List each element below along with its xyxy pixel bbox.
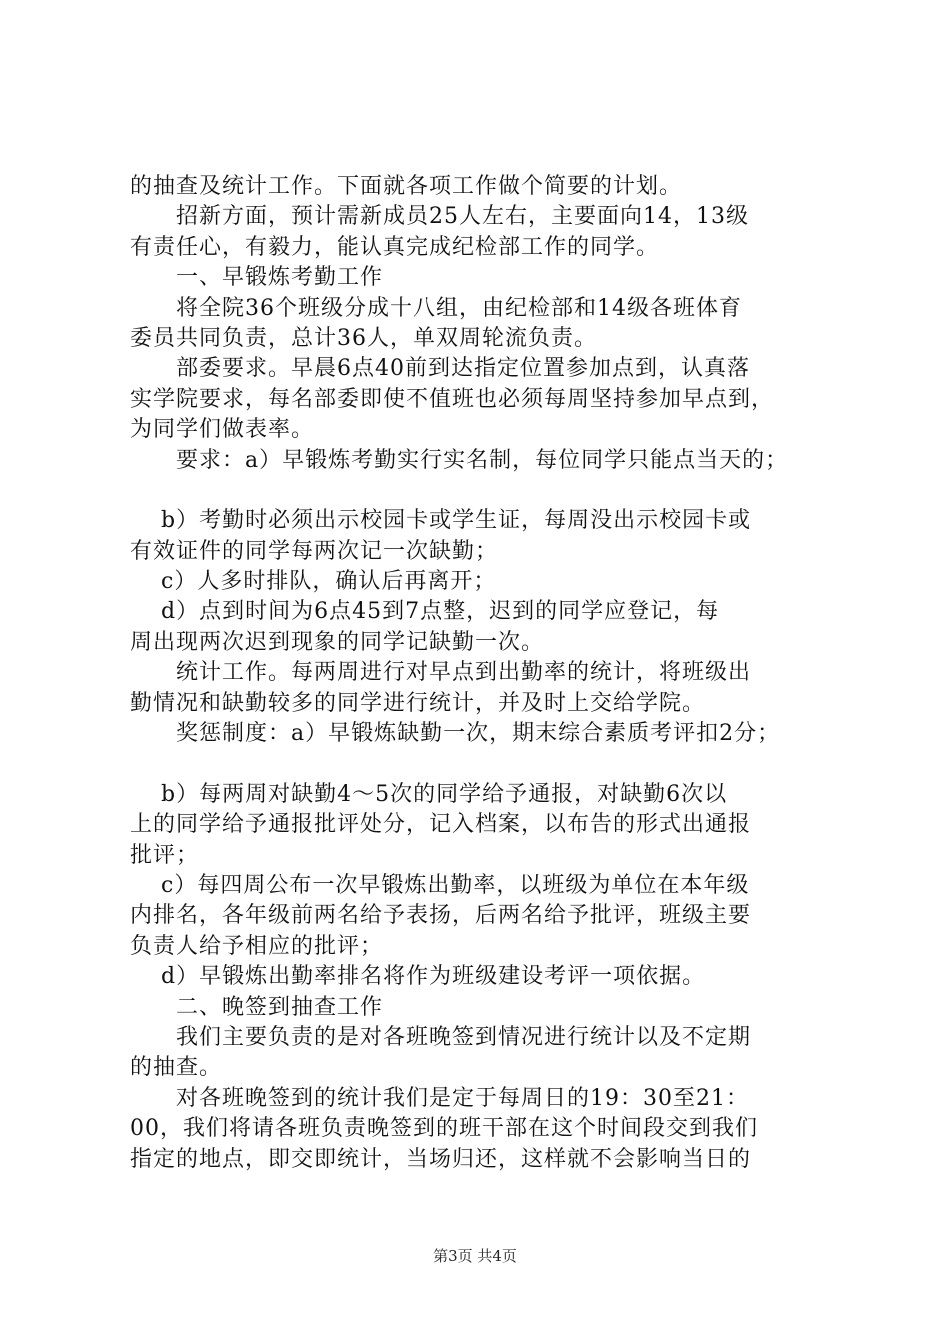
text-line: 负责人给予相应的批评； bbox=[130, 933, 384, 959]
text-line: 上的同学给予通报批评处分，记入档案，以布告的形式出通报 bbox=[130, 812, 752, 838]
text-line: 指定的地点，即交即统计，当场归还，这样就不会影响当日的 bbox=[130, 1146, 752, 1172]
text-line: 委员共同负责，总计36人，单双周轮流负责。 bbox=[130, 325, 597, 351]
text-line: 内排名，各年级前两名给予表扬，后两名给予批评，班级主要 bbox=[130, 903, 752, 929]
text-line: 为同学们做表率。 bbox=[130, 417, 315, 443]
text-line: 周出现两次迟到现象的同学记缺勤一次。 bbox=[130, 629, 545, 655]
document-body bbox=[130, 172, 840, 1175]
text-line: 要求：a）早锻炼考勤实行实名制，每位同学只能点当天的； bbox=[130, 447, 789, 473]
text-line: 对各班晚签到的统计我们是定于每周日的19：30至21： bbox=[130, 1085, 749, 1111]
text-line: 部委要求。早晨6点40前到达指定位置参加点到，认真落 bbox=[130, 356, 750, 382]
text-line: 的抽查及统计工作。下面就各项工作做个简要的计划。 bbox=[130, 174, 683, 199]
section-heading: 二、晚签到抽查工作 bbox=[130, 994, 384, 1020]
blank-line bbox=[130, 749, 840, 779]
text-line: 有责任心，有毅力，能认真完成纪检部工作的同学。 bbox=[130, 234, 660, 260]
text-line: 00，我们将请各班负责晚签到的班干部在这个时间段交到我们 bbox=[130, 1116, 758, 1142]
text-line: 招新方面，预计需新成员25人左右，主要面向14，13级 bbox=[130, 204, 749, 230]
section-heading: 一、早锻炼考勤工作 bbox=[130, 265, 384, 291]
text-line: 勤情况和缺勤较多的同学进行统计，并及时上交给学院。 bbox=[130, 690, 706, 716]
text-line: 奖惩制度：a）早锻炼缺勤一次，期末综合素质考评扣2分； bbox=[130, 721, 781, 747]
text-line: 我们主要负责的是对各班晚签到情况进行统计以及不定期 bbox=[130, 1024, 752, 1050]
page-footer bbox=[0, 1246, 950, 1266]
text-line: 的抽查。 bbox=[130, 1055, 223, 1081]
blank-line bbox=[130, 476, 840, 506]
text-line: d）点到时间为6点45到7点整，迟到的同学应登记，每 bbox=[130, 599, 720, 625]
text-line: b）考勤时必须出示校园卡或学生证，每周没出示校园卡或 bbox=[130, 508, 752, 534]
text-line: 实学院要求，每名部委即使不值班也必须每周坚持参加早点到， bbox=[130, 386, 775, 412]
text-line: d）早锻炼出勤率排名将作为班级建设考评一项依据。 bbox=[130, 964, 706, 990]
text-line: c）人多时排队，确认后再离开； bbox=[130, 569, 497, 595]
page-number: 第3页 共4页 bbox=[433, 1247, 517, 1265]
text-line: 批评； bbox=[130, 842, 200, 868]
text-line: b）每两周对缺勤4～5次的同学给予通报，对缺勤6次以 bbox=[130, 781, 728, 807]
text-line: 有效证件的同学每两次记一次缺勤； bbox=[130, 538, 499, 564]
text-line: 统计工作。每两周进行对早点到出勤率的统计，将班级出 bbox=[130, 660, 752, 686]
text-line: 将全院36个班级分成十八组，由纪检部和14级各班体育 bbox=[130, 295, 742, 321]
text-line: c）每四周公布一次早锻炼出勤率，以班级为单位在本年级 bbox=[130, 872, 750, 898]
